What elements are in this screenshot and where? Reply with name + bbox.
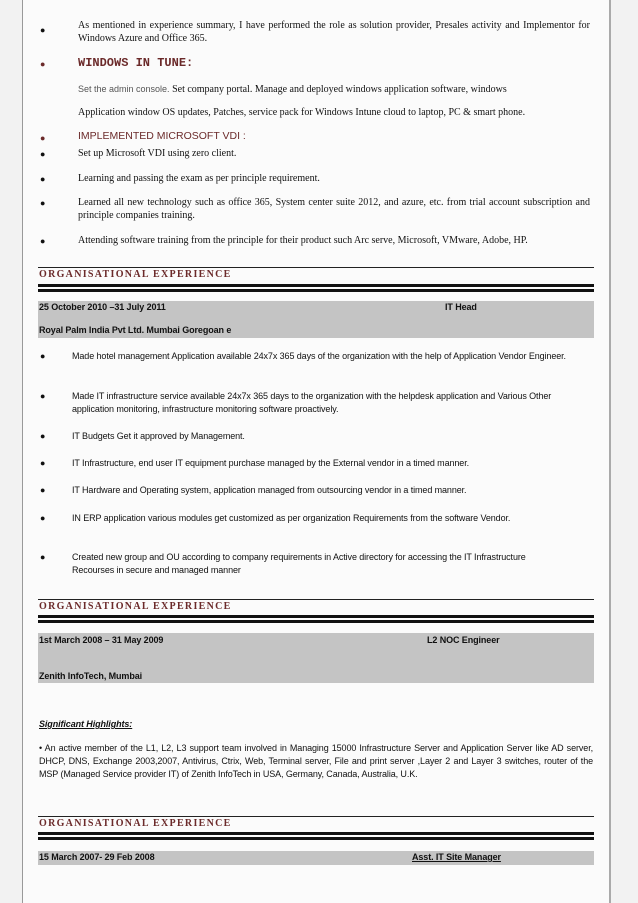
job-item: IT Infrastructure, end user IT equipment purchase managed by the External vendor in a timed manner.: [72, 458, 469, 468]
job-title: Asst. IT Site Manager: [412, 852, 501, 862]
section-heading: ORGANISATIONAL EXPERIENCE: [39, 269, 232, 280]
section-heading: ORGANISATIONAL EXPERIENCE: [39, 601, 232, 612]
bullet-icon: ●: [40, 391, 46, 401]
job-item: IT Budgets Get it approved by Management.: [72, 431, 245, 441]
bullet-icon: ●: [40, 458, 46, 468]
bullet-icon: ●: [40, 133, 46, 143]
job-item: Made IT infrastructure service available 24x7x 365 days to the organization with the helpdesk application and Various Other application monitoring, infrastructure monitoring software proactively.: [72, 391, 552, 414]
vdi-item: Learning and passing the exam as per principle requirement.: [78, 173, 320, 184]
divider: [38, 832, 594, 835]
vdi-item: Learned all new technology such as office 365, System center suite 2012, and azure, etc. from trial account subscription and principle companies training.: [78, 197, 590, 221]
windows-intune-heading: WINDOWS IN TUNE:: [78, 56, 194, 70]
job-dates: 1st March 2008 – 31 May 2009: [39, 635, 164, 645]
job-company: Royal Palm India Pvt Ltd. Mumbai Goregoan e: [39, 325, 232, 335]
intro-bullet: As mentioned in experience summary, I have performed the role as solution provider, Presales activity and Implementor for Windows Azure and Office 365.: [78, 20, 590, 44]
bullet-icon: ●: [40, 552, 46, 562]
vdi-item: Set up Microsoft VDI using zero client.: [78, 148, 237, 159]
windows-intune-line1: [78, 83, 507, 96]
divider: [38, 615, 594, 618]
job-company: Zenith InfoTech, Mumbai: [39, 671, 143, 681]
job-title: L2 NOC Engineer: [427, 635, 500, 645]
bullet-icon: ●: [40, 431, 46, 441]
bullet-icon: ●: [40, 236, 46, 246]
divider: [38, 816, 594, 817]
job-dates: 25 October 2010 –31 July 2011: [39, 302, 166, 312]
job-item: Created new group and OU according to company requirements in Active directory for accessing the IT Infrastructure Recourses in secure and managed manner: [72, 552, 526, 575]
highlights-label: Significant Highlights:: [39, 719, 133, 729]
job-item: IN ERP application various modules get customized as per organization Requirements from the software Vendor.: [72, 513, 511, 523]
job-dates: 15 March 2007- 29 Feb 2008: [39, 852, 155, 862]
admin-console-text: Set the admin console.: [78, 84, 170, 94]
bullet-icon: ●: [40, 351, 46, 361]
bullet-icon: ●: [40, 59, 46, 69]
divider: [38, 284, 594, 287]
bullet-icon: ●: [40, 25, 46, 35]
divider: [38, 267, 594, 268]
job-title: IT Head: [445, 302, 477, 312]
highlights-text: • An active member of the L1, L2, L3 support team involved in Managing 15000 Infrastructure Server and Application Server like AD server, DHCP, DNS, Exchange 2003,2007, Antivirus, Ctrix, Web, Terminal server, File and print server ,Layer 2 and Layer 3 switches, router of the MSP (Managed Service provider IT) of Zenith InfoTech in USA, Germany, Canada, Australia, U.K.: [39, 743, 593, 779]
windows-intune-line2: Application window OS updates, Patches, service pack for Windows Intune cloud to laptop, PC & smart phone.: [78, 107, 526, 118]
bullet-icon: ●: [40, 198, 46, 208]
section-heading: ORGANISATIONAL EXPERIENCE: [39, 818, 232, 829]
vdi-heading: IMPLEMENTED MICROSOFT VDI :: [78, 130, 246, 142]
job-item: IT Hardware and Operating system, application managed from outsourcing vendor in a timed manner.: [72, 485, 467, 495]
line1-rest: Set company portal. Manage and deployed windows application software, windows: [169, 84, 507, 95]
bullet-icon: ●: [40, 485, 46, 495]
bullet-icon: ●: [40, 174, 46, 184]
job-item: Made hotel management Application available 24x7x 365 days of the organization with the help of Application Vendor Engineer.: [72, 351, 566, 361]
bullet-icon: ●: [40, 149, 46, 159]
vdi-item: Attending software training from the principle for their product such Arc serve, Microsoft, VMware, Adobe, HP.: [78, 235, 528, 246]
bullet-icon: ●: [40, 513, 46, 523]
divider: [38, 599, 594, 600]
